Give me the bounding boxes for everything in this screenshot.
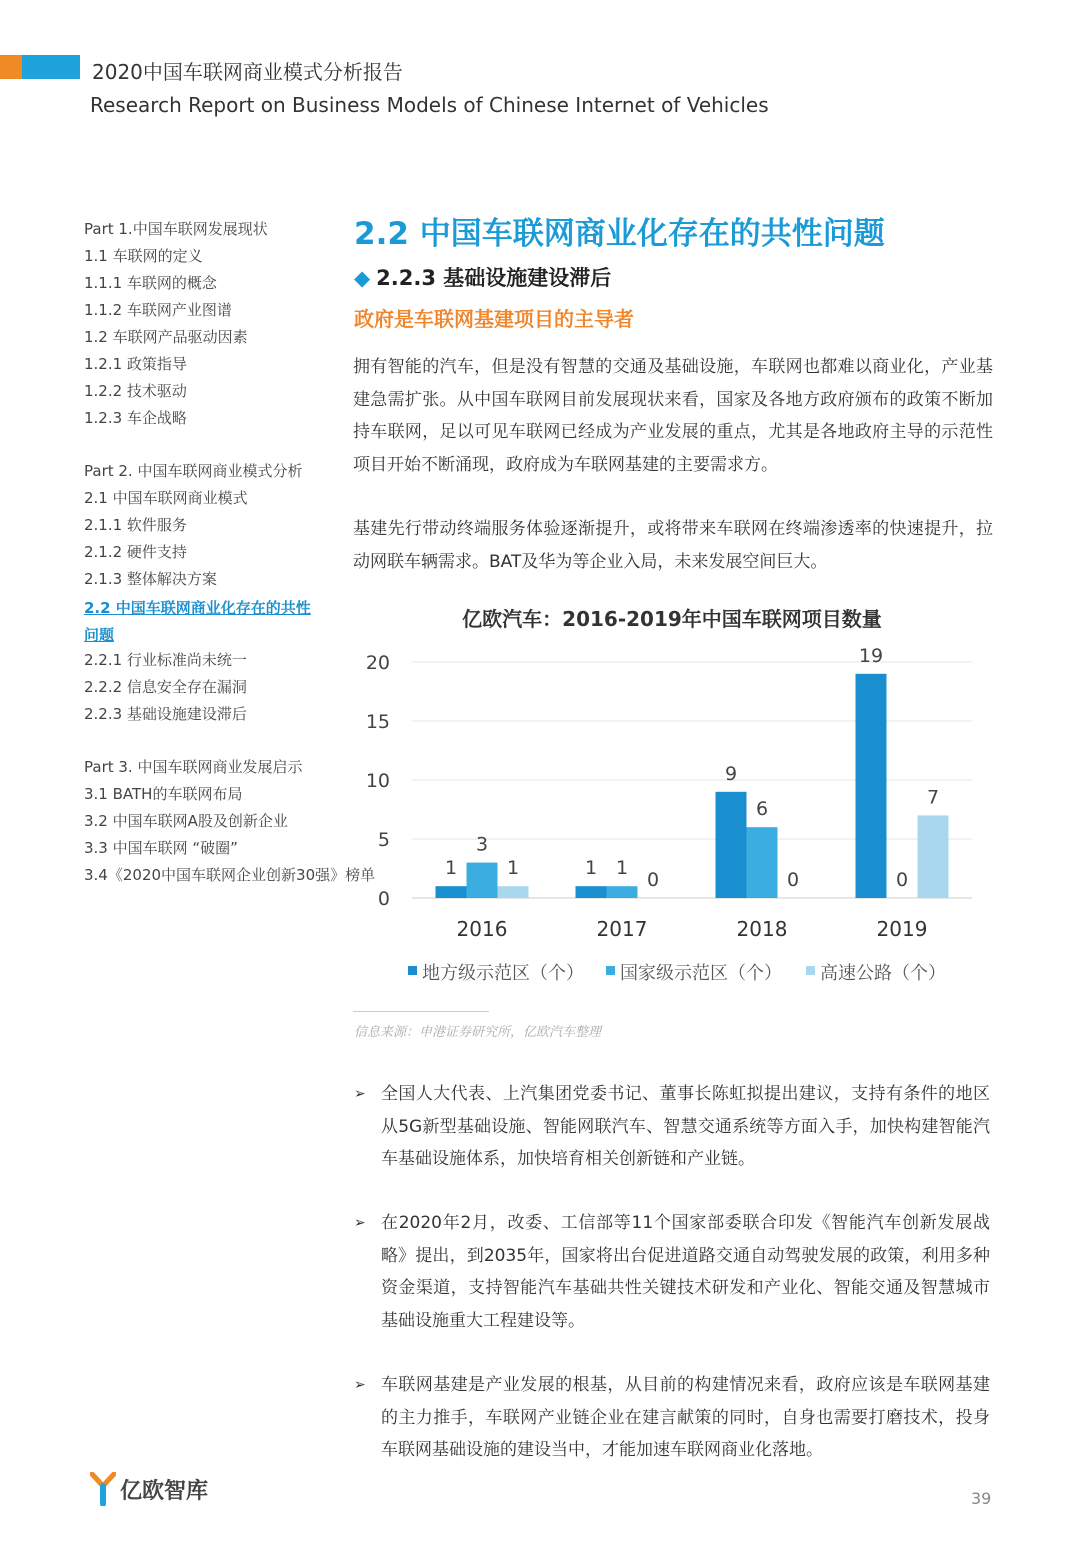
toc-item[interactable]: 2.2.2 信息安全存在漏洞: [84, 678, 247, 696]
y-tick-label: 0: [377, 888, 390, 910]
arrow-bullet-icon: ➢: [354, 1086, 366, 1102]
toc-item[interactable]: 2.2.1 行业标准尚未统一: [84, 651, 247, 669]
legend-swatch-1: [606, 966, 615, 975]
toc-item[interactable]: Part 1.中国车联网发展现状: [84, 220, 268, 238]
data-label: 1: [444, 857, 458, 880]
bullet-text: 全国人大代表、上汽集团党委书记、董事长陈虹拟提出建议，支持有条件的地区从5G新型基础设施、智能网联汽车、智慧交通系统等方面入手，加快构建智能汽车基础设施体系，加快培育相关创新链和产业链。: [381, 1084, 990, 1169]
toc-item[interactable]: 3.1 BATH的车联网布局: [84, 785, 243, 803]
highlight-heading: 政府是车联网基建项目的主导者: [354, 307, 634, 331]
toc-spacer: [84, 730, 324, 756]
x-tick-label: 2019: [876, 917, 928, 941]
chart-title: 亿欧汽车：2016-2019年中国车联网项目数量: [462, 607, 882, 631]
toc-item[interactable]: Part 2. 中国车联网商业模式分析: [84, 462, 303, 480]
report-title-en: Research Report on Business Models of Chinese Internet of Vehicles: [90, 93, 769, 117]
brand-logo: [90, 1472, 208, 1506]
bar-2016-series-2: [498, 886, 529, 898]
toc-item[interactable]: 1.2.2 技术驱动: [84, 382, 187, 400]
y-tick-label: 15: [365, 711, 390, 733]
toc-item[interactable]: 2.1 中国车联网商业模式: [84, 489, 248, 507]
data-label: 0: [646, 869, 660, 891]
x-tick-label: 2016: [456, 917, 508, 941]
chart-canvas: [352, 600, 992, 1000]
toc-item[interactable]: 1.2 车联网产品驱动因素: [84, 328, 248, 346]
header-accent-blue: [22, 55, 80, 79]
bar-2018-series-0: [716, 792, 747, 898]
toc-item[interactable]: 2.1.3 整体解决方案: [84, 570, 217, 588]
body-paragraph-2: 基建先行带动终端服务体验逐渐提升，或将带来车联网在终端渗透率的快速提升，拉动网联车辆需求。BAT及华为等企业入局，未来发展空间巨大。: [353, 519, 993, 572]
bullet-item: [354, 1078, 990, 1176]
bar-2019-series-2: [918, 815, 949, 898]
toc-item[interactable]: 1.2.3 车企战略: [84, 409, 187, 427]
toc-item-active[interactable]: 2.2 中国车联网商业化存在的共性问题: [84, 599, 311, 644]
data-label: 3: [475, 833, 489, 856]
logo-icon: [90, 1472, 116, 1506]
source-divider: [353, 1011, 489, 1012]
bar-2017-series-0: [576, 886, 607, 898]
toc-item[interactable]: 2.1.2 硬件支持: [84, 543, 187, 561]
data-label: 1: [615, 857, 629, 880]
data-label: 1: [584, 857, 598, 880]
legend-label-1: 国家级示范区（个）: [620, 963, 782, 984]
toc-item[interactable]: 3.2 中国车联网A股及创新企业: [84, 812, 288, 830]
bullet-text: 在2020年2月，改委、工信部等11个国家部委联合印发《智能汽车创新发展战略》提出，到2035年，国家将出台促进道路交通自动驾驶发展的政策，利用多种资金渠道，支持智能汽车基础共性关键技术研发和产业化、智能交通及智慧城市基础设施重大工程建设等。: [381, 1213, 990, 1331]
logo-text: 亿欧智库: [120, 1478, 209, 1504]
bar-2016-series-0: [436, 886, 467, 898]
data-label: 6: [755, 798, 769, 821]
x-tick-label: 2018: [736, 917, 788, 941]
legend-swatch-2: [806, 966, 815, 975]
subsection-heading-text: 2.2.3 基础设施建设滞后: [376, 266, 612, 290]
data-label: 1: [506, 857, 520, 880]
bullet-item: [354, 1369, 990, 1467]
chart-source: 信息来源：申港证券研究所，亿欧汽车整理: [354, 1025, 602, 1040]
x-tick-label: 2017: [596, 917, 648, 941]
legend-swatch-0: [408, 966, 417, 975]
bar-2017-series-1: [607, 886, 638, 898]
bar-chart: [352, 600, 992, 1000]
y-tick-label: 10: [365, 770, 390, 792]
bar-2016-series-1: [467, 863, 498, 898]
data-label: 7: [926, 786, 940, 809]
page-number: 39: [971, 1489, 992, 1508]
body-paragraph-1: 拥有智能的汽车，但是没有智慧的交通及基础设施，车联网也都难以商业化，产业基建急需扩张。从中国车联网目前发展现状来看，国家及各地方政府颁布的政策不断加持车联网，足以可见车联网已经成为产业发展的重点，尤其是各地政府主导的示范性项目开始不断涌现，政府成为车联网基建的主要需求方。: [353, 357, 993, 475]
toc-item[interactable]: Part 3. 中国车联网商业发展启示: [84, 758, 303, 776]
toc-item[interactable]: 2.1.1 软件服务: [84, 516, 187, 534]
toc-item[interactable]: 1.1.1 车联网的概念: [84, 274, 217, 292]
legend-label-2: 高速公路（个）: [820, 963, 946, 984]
toc-item[interactable]: 3.4《2020中国车联网企业创新30强》榜单: [84, 866, 376, 884]
y-tick-label: 5: [377, 829, 390, 851]
data-label: 0: [895, 869, 909, 891]
y-tick-label: 20: [365, 652, 390, 674]
toc-spacer: [84, 434, 324, 460]
data-label: 9: [724, 762, 738, 785]
toc-item[interactable]: 1.2.1 政策指导: [84, 355, 187, 373]
arrow-bullet-icon: ➢: [354, 1377, 366, 1393]
report-title-cn: 2020中国车联网商业模式分析报告: [92, 60, 403, 84]
section-heading: 2.2 中国车联网商业化存在的共性问题: [354, 216, 885, 252]
legend-label-0: 地方级示范区（个）: [422, 963, 584, 984]
toc-item[interactable]: 1.1.2 车联网产业图谱: [84, 301, 232, 319]
toc-item[interactable]: 1.1 车联网的定义: [84, 247, 203, 265]
data-label: 19: [858, 644, 884, 667]
bullet-text: 车联网基建是产业发展的根基，从目前的构建情况来看，政府应该是车联网基建的主力推手，车联网产业链企业在建言献策的同时，自身也需要打磨技术，投身车联网基础设施的建设当中，才能加速车联网商业化落地。: [381, 1375, 990, 1460]
toc-item[interactable]: 3.3 中国车联网 “破圈”: [84, 839, 238, 857]
data-label: 0: [786, 869, 800, 891]
subsection-heading: [354, 262, 611, 292]
header-accent-orange: [0, 55, 22, 79]
bullet-item: [354, 1207, 990, 1337]
bar-2019-series-0: [856, 674, 887, 898]
diamond-icon: ◆: [354, 266, 371, 290]
bar-2018-series-1: [747, 827, 778, 898]
arrow-bullet-icon: ➢: [354, 1215, 366, 1231]
toc-item[interactable]: 2.2.3 基础设施建设滞后: [84, 705, 247, 723]
table-of-contents: [84, 218, 376, 891]
